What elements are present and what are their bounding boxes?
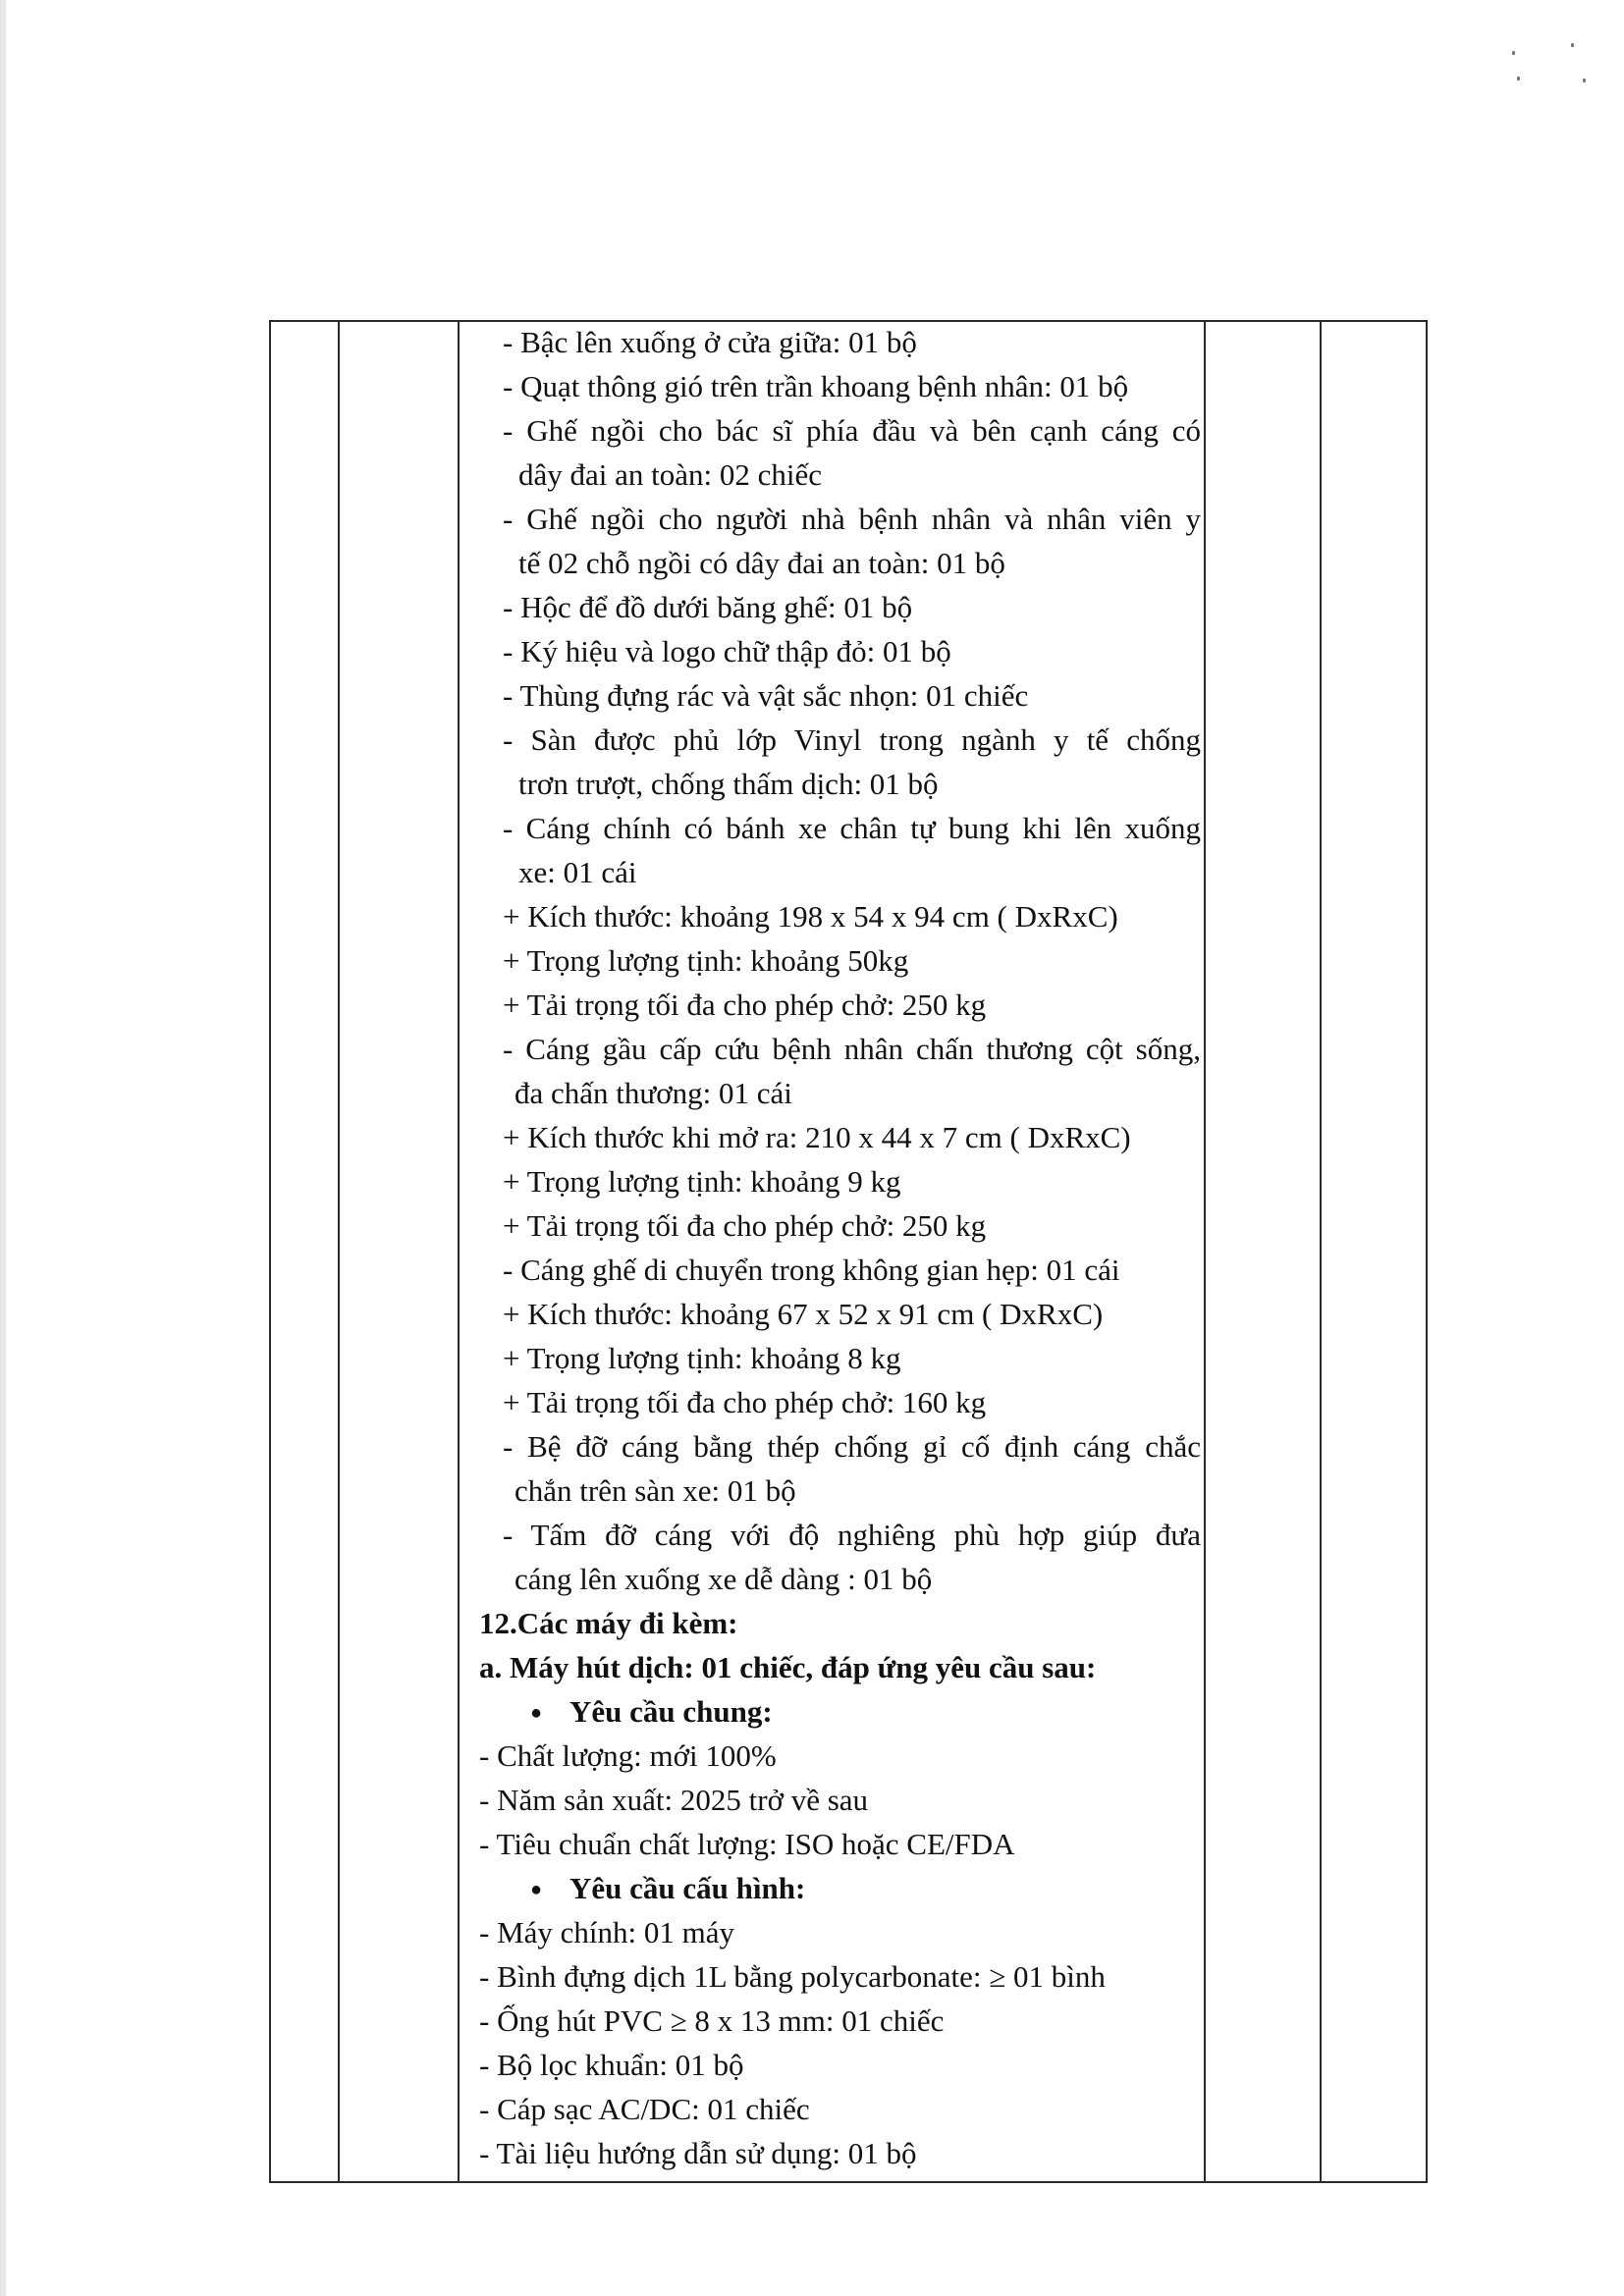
list-item-continuation: chắn trên sàn xe: 01 bộ bbox=[514, 1473, 796, 1508]
list-item: - Máy chính: 01 máy bbox=[479, 1915, 735, 1949]
bullet-icon: ● bbox=[530, 1879, 543, 1900]
list-item-continuation: tế 02 chỗ ngồi có dây đai an toàn: 01 bộ bbox=[518, 546, 1005, 580]
column-divider bbox=[338, 322, 340, 2181]
list-item: - Cáng gầu cấp cứu bệnh nhân chấn thương cột sống, bbox=[503, 1032, 1201, 1066]
list-item-continuation: xe: 01 cái bbox=[518, 855, 637, 889]
list-item: - Ghế ngồi cho người nhà bệnh nhân và nhân viên y bbox=[503, 502, 1201, 536]
list-item: - Cáng ghế di chuyển trong không gian hẹp: 01 cái bbox=[503, 1253, 1120, 1287]
bullet-heading bbox=[479, 1866, 1201, 1910]
list-item: - Chất lượng: mới 100% bbox=[479, 1738, 777, 1773]
sub-item: + Tải trọng tối đa cho phép chở: 250 kg bbox=[503, 1208, 987, 1243]
bullet-heading bbox=[479, 1689, 1201, 1734]
list-item: - Hộc để đồ dưới băng ghế: 01 bộ bbox=[503, 590, 913, 624]
scan-speck bbox=[1571, 43, 1574, 47]
list-item: - Quạt thông gió trên trần khoang bệnh nhân: 01 bộ bbox=[503, 369, 1129, 403]
section-heading: 12.Các máy đi kèm: bbox=[479, 1606, 738, 1640]
column-divider bbox=[1204, 322, 1206, 2181]
list-item: - Bình đựng dịch 1L bằng polycarbonate: ≥ 01 bình bbox=[479, 1959, 1106, 1994]
column-divider bbox=[1320, 322, 1322, 2181]
list-item: - Bệ đỡ cáng bằng thép chống gỉ cố định cáng chắc bbox=[503, 1429, 1201, 1464]
bullet-heading-text: Yêu cầu cấu hình: bbox=[569, 1871, 806, 1905]
list-item-continuation: trơn trượt, chống thấm dịch: 01 bộ bbox=[518, 767, 939, 801]
list-item: - Tiêu chuẩn chất lượng: ISO hoặc CE/FDA bbox=[479, 1827, 1015, 1861]
sub-item: + Kích thước: khoảng 198 x 54 x 94 cm ( DxRxC) bbox=[503, 899, 1118, 934]
list-item: - Cáp sạc AC/DC: 01 chiếc bbox=[479, 2092, 810, 2126]
sub-item: + Kích thước khi mở ra: 210 x 44 x 7 cm ( DxRxC) bbox=[503, 1120, 1131, 1154]
bullet-heading-text: Yêu cầu chung: bbox=[569, 1694, 773, 1729]
scan-edge bbox=[0, 0, 6, 2296]
list-item: - Tài liệu hướng dẫn sử dụng: 01 bộ bbox=[479, 2136, 917, 2170]
column-divider bbox=[458, 322, 460, 2181]
list-item: - Sàn được phủ lớp Vinyl trong ngành y tế chống bbox=[503, 722, 1201, 757]
list-item: - Bộ lọc khuẩn: 01 bộ bbox=[479, 2048, 744, 2082]
subsection-heading: a. Máy hút dịch: 01 chiếc, đáp ứng yêu cầu sau: bbox=[479, 1650, 1097, 1684]
sub-item: + Tải trọng tối đa cho phép chở: 160 kg bbox=[503, 1385, 987, 1419]
list-item: - Ghế ngồi cho bác sĩ phía đầu và bên cạnh cáng có bbox=[503, 413, 1201, 448]
list-item: - Ký hiệu và logo chữ thập đỏ: 01 bộ bbox=[503, 634, 951, 668]
list-item-continuation: đa chấn thương: 01 cái bbox=[514, 1076, 792, 1110]
list-item: - Bậc lên xuống ở cửa giữa: 01 bộ bbox=[503, 325, 917, 359]
list-item: - Tấm đỡ cáng với độ nghiêng phù hợp giúp đưa bbox=[503, 1518, 1201, 1552]
spec-cell-content bbox=[479, 320, 1201, 2175]
scan-speck bbox=[1583, 79, 1586, 82]
list-item: - Cáng chính có bánh xe chân tự bung khi lên xuống bbox=[503, 811, 1201, 845]
sub-item: + Trọng lượng tịnh: khoảng 50kg bbox=[503, 943, 909, 978]
scan-speck bbox=[1512, 51, 1515, 55]
list-item-continuation: cáng lên xuống xe dễ dàng : 01 bộ bbox=[514, 1562, 933, 1596]
list-item: - Thùng đựng rác và vật sắc nhọn: 01 chiếc bbox=[503, 678, 1029, 713]
sub-item: + Tải trọng tối đa cho phép chở: 250 kg bbox=[503, 988, 987, 1022]
sub-item: + Trọng lượng tịnh: khoảng 8 kg bbox=[503, 1341, 901, 1375]
sub-item: + Kích thước: khoảng 67 x 52 x 91 cm ( DxRxC) bbox=[503, 1297, 1104, 1331]
list-item: - Ống hút PVC ≥ 8 x 13 mm: 01 chiếc bbox=[479, 2003, 945, 2038]
list-item: - Năm sản xuất: 2025 trở về sau bbox=[479, 1783, 869, 1817]
scan-speck bbox=[1517, 77, 1520, 80]
bullet-icon: ● bbox=[530, 1702, 543, 1724]
sub-item: + Trọng lượng tịnh: khoảng 9 kg bbox=[503, 1164, 901, 1199]
list-item-continuation: dây đai an toàn: 02 chiếc bbox=[518, 457, 823, 492]
